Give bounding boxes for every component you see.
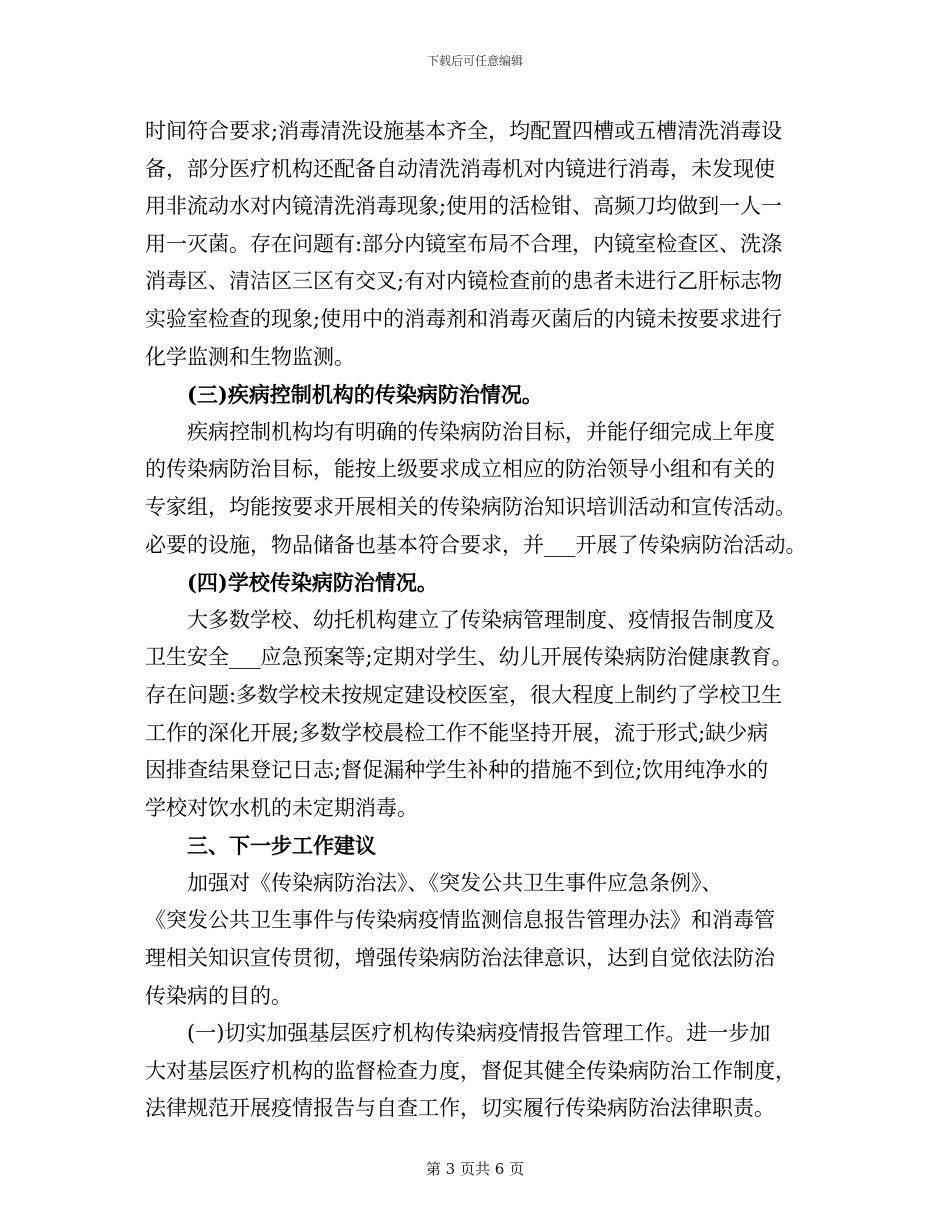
body-line: 消毒区、清洁区三区有交叉;有对内镜检查前的患者未进行乙肝标志物: [145, 269, 783, 294]
paragraph-start: 大多数学校、幼托机构建立了传染病管理制度、疫情报告制度及: [187, 607, 775, 632]
body-line: 用一灭菌。存在问题有:部分内镜室布局不合理，内镜室检查区、洗涤: [145, 231, 783, 256]
body-line: 专家组，均能按要求开展相关的传染病防治知识培训活动和宣传活动。: [145, 494, 796, 519]
body-line: 备，部分医疗机构还配备自动清洗消毒机对内镜进行消毒，未发现使: [145, 156, 775, 181]
body-line: 理相关知识宣传贯彻，增强传染病防治法律意识，达到自觉依法防治: [145, 946, 775, 971]
body-line: 法律规范开展疫情报告与自查工作，切实履行传染病防治法律职责。: [145, 1096, 775, 1121]
body-line: 传染病的目的。: [145, 983, 292, 1008]
paragraph-start: 加强对《传染病防治法》、《突发公共卫生事件应急条例》、: [187, 870, 723, 895]
body-line: 的传染病防治目标，能按上级要求成立相应的防治领导小组和有关的: [145, 457, 775, 482]
body-line: 大对基层医疗机构的监督检查力度，督促其健全传染病防治工作制度，: [145, 1058, 796, 1083]
body-line: 实验室检查的现象;使用中的消毒剂和消毒灭菌后的内镜未按要求进行: [145, 306, 783, 331]
body-line: 必要的设施，物品储备也基本符合要求，并___开展了传染病防治活动。: [145, 532, 807, 557]
section-heading-disease-control: (三)疾病控制机构的传染病防治情况。: [187, 382, 543, 408]
paragraph-start: 疾病控制机构均有明确的传染病防治目标，并能仔细完成上年度: [187, 419, 775, 444]
section-heading-next-steps: 三、下一步工作建议: [187, 833, 376, 859]
body-line: 《突发公共卫生事件与传染病疫情监测信息报告管理办法》和消毒管: [145, 908, 775, 933]
page-header-note: 下载后可任意编辑: [426, 54, 523, 68]
body-line: 用非流动水对内镜清洗消毒现象;使用的活检钳、高频刀均做到一人一: [145, 194, 783, 219]
section-heading-school: (四)学校传染病防治情况。: [187, 570, 438, 596]
body-line: 时间符合要求;消毒清洗设施基本齐全，均配置四槽或五槽清洗消毒设: [145, 119, 783, 143]
body-line: 因排查结果登记日志;督促漏种学生补种的措施不到位;饮用纯净水的: [145, 758, 769, 783]
body-line: 存在问题:多数学校未按规定建设校医室，很大程度上制约了学校卫生: [145, 682, 783, 707]
body-line: 工作的深化开展;多数学校晨检工作不能坚持开展，流于形式;缺少病: [145, 720, 769, 745]
paragraph-start: (一)切实加强基层医疗机构传染病疫情报告管理工作。进一步加: [187, 1021, 771, 1046]
body-line: 化学监测和生物监测。: [145, 344, 355, 369]
body-line: 学校对饮水机的未定期消毒。: [145, 795, 418, 820]
page-number: 第 3 页共 6 页: [425, 1160, 525, 1178]
body-line: 卫生安全___应急预案等;定期对学生、幼儿开展传染病防治健康教育。: [145, 645, 793, 670]
document-body: [145, 113, 825, 1128]
